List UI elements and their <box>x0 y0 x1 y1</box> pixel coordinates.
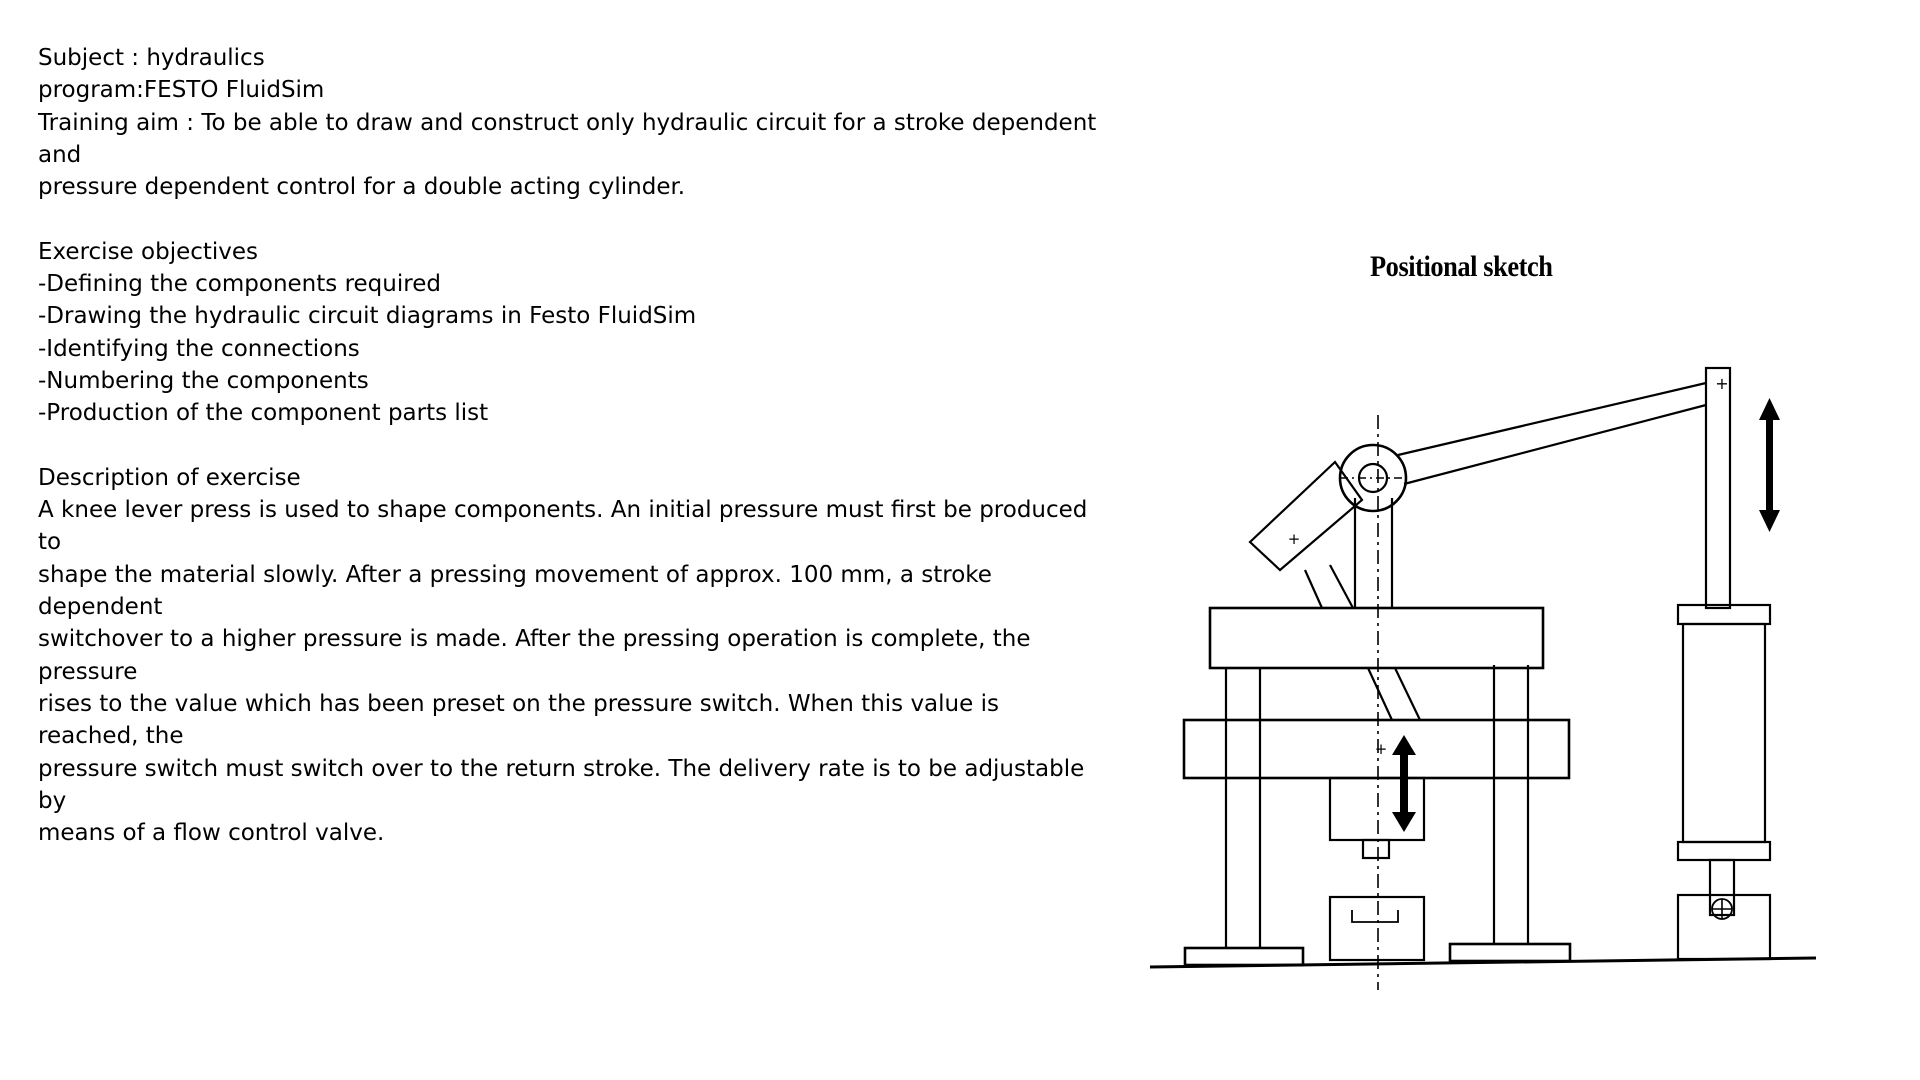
pivot-marker: + <box>1715 374 1729 393</box>
spacer <box>38 430 1098 462</box>
die-cavity <box>1352 910 1398 922</box>
description-line: A knee lever press is used to shape components. An initial pressure must first be produced to <box>38 497 1088 556</box>
objective-item: -Drawing the hydraulic circuit diagrams in Festo FluidSim <box>38 303 697 330</box>
objective-item: -Production of the component parts list <box>38 400 489 427</box>
objective-item: -Identifying the connections <box>38 335 360 362</box>
pivot-marker: + <box>1374 740 1388 758</box>
upper-crosshead <box>1210 608 1543 668</box>
description-line: shape the material slowly. After a pressing movement of approx. 100 mm, a stroke dependent <box>38 561 992 621</box>
exercise-text <box>38 42 1098 849</box>
cylinder-barrel <box>1683 624 1765 842</box>
cylinder-rod <box>1706 368 1730 608</box>
lever-arm <box>1404 405 1706 484</box>
description-line: pressure switch must switch over to the return stroke. The delivery rate is to be adjustable by <box>38 755 1085 814</box>
positional-sketch <box>1130 355 1830 1015</box>
training-aim-line-1: Training aim : To be able to draw and construct only hydraulic circuit for a stroke dependent and <box>38 109 1097 168</box>
die-block <box>1330 897 1424 960</box>
stroke-arrow-cylinder <box>1759 398 1780 532</box>
training-aim-line-2: pressure dependent control for a double acting cylinder. <box>38 174 686 201</box>
objectives-heading: Exercise objectives <box>38 238 259 265</box>
angled-arm <box>1330 565 1353 608</box>
description-line: switchover to a higher pressure is made. After the pressing operation is complete, the pressure <box>38 626 1031 685</box>
objective-item: -Numbering the components <box>38 367 369 394</box>
lower-link <box>1368 668 1392 720</box>
spacer <box>38 203 1098 235</box>
description-line: rises to the value which has been preset on the pressure switch. When this value is reached, the <box>38 690 999 750</box>
right-foot <box>1450 944 1570 961</box>
lower-link <box>1395 668 1420 720</box>
left-foot <box>1185 948 1303 965</box>
stroke-arrow-ram <box>1392 735 1416 832</box>
ram-block <box>1330 778 1424 840</box>
program-line: program:FESTO FluidSim <box>38 77 325 104</box>
description-heading: Description of exercise <box>38 464 301 491</box>
objective-item: -Defining the components required <box>38 271 441 298</box>
cylinder-bottom-flange <box>1678 842 1770 860</box>
description-line: means of a flow control valve. <box>38 820 385 847</box>
ram-tip <box>1363 840 1389 858</box>
cylinder-base <box>1678 895 1770 959</box>
sketch-title: Positional sketch <box>1370 250 1553 283</box>
subject-line: Subject : hydraulics <box>38 45 265 71</box>
pivot-marker: + <box>1287 530 1301 548</box>
angled-arm <box>1305 570 1322 608</box>
